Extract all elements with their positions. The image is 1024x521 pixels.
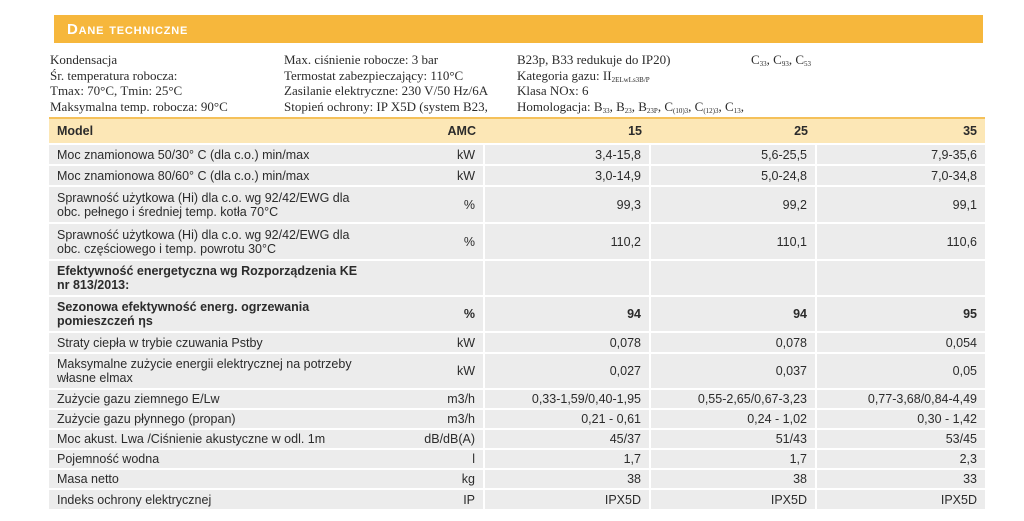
- row-unit: kW: [379, 165, 484, 186]
- value-35: 0,30 - 1,42: [816, 409, 985, 429]
- spec-column-3: [517, 52, 744, 114]
- col-header-unit: AMC: [379, 118, 484, 144]
- table-row: [49, 449, 985, 469]
- spec-line: Maksymalna temp. robocza: 90°C: [50, 98, 228, 114]
- value-35: 2,3: [816, 449, 985, 469]
- spec-line: Stopień ochrony: IP X5D (system B23,: [284, 98, 488, 114]
- value-15: 0,027: [484, 353, 650, 389]
- spec-column-4: [751, 52, 811, 68]
- spec-line: Zasilanie elektryczne: 230 V/50 Hz/6A: [284, 83, 489, 98]
- value-35: 0,05: [816, 353, 985, 389]
- row-label: Sprawność użytkowa (Hi) dla c.o. wg 92/42/EWG dla obc. częściowego i temp. powrotu 30°C: [49, 223, 379, 260]
- value-15: 94: [484, 296, 650, 332]
- spec-line: Max. ciśnienie robocze: 3 bar: [284, 52, 439, 67]
- spec-gas-category: Kategoria gazu: $II_{2ELwLs3B/P}$: [517, 67, 650, 84]
- value-15: 0,33-1,59/0,40-1,95: [484, 389, 650, 409]
- row-unit: l: [379, 449, 484, 469]
- row-label: Moc akust. Lwa /Ciśnienie akustyczne w odl. 1m: [49, 429, 379, 449]
- section-label: Efektywność energetyczna wg Rozporządzenia KE nr 813/2013:: [49, 260, 379, 296]
- row-unit: %: [379, 296, 484, 332]
- table-row: [49, 223, 985, 260]
- spec-line: Śr. temperatura robocza:: [50, 67, 178, 83]
- value-25: 0,55-2,65/0,67-3,23: [650, 389, 816, 409]
- row-label: Sezonowa efektywność energ. ogrzewania pomieszczeń ηs: [49, 296, 379, 332]
- value-25: [650, 260, 816, 296]
- value-25: 5,0-24,8: [650, 165, 816, 186]
- spec-line: B23p, B33 redukuje do IP20): [517, 52, 671, 67]
- value-35: 110,6: [816, 223, 985, 260]
- row-label: Moc znamionowa 80/60° C (dla c.o.) min/max: [49, 165, 379, 186]
- table-row: [49, 489, 985, 509]
- value-15: 99,3: [484, 186, 650, 223]
- technical-data-table: [49, 117, 985, 509]
- value-35: 7,9-35,6: [816, 144, 985, 165]
- value-15: 3,0-14,9: [484, 165, 650, 186]
- value-35: [816, 260, 985, 296]
- spec-line: Tmax: 70°C, Tmin: 25°C: [50, 83, 183, 98]
- value-15: [484, 260, 650, 296]
- value-15: 1,7: [484, 449, 650, 469]
- table-row: [49, 409, 985, 429]
- table-row: [49, 353, 985, 389]
- row-unit: %: [379, 223, 484, 260]
- row-label: Zużycie gazu ziemnego E/Lw: [49, 389, 379, 409]
- value-15: 0,21 - 0,61: [484, 409, 650, 429]
- row-unit: dB/dB(A): [379, 429, 484, 449]
- value-35: 99,1: [816, 186, 985, 223]
- value-35: 0,77-3,68/0,84-4,49: [816, 389, 985, 409]
- row-unit: [379, 260, 484, 296]
- row-unit: m3/h: [379, 409, 484, 429]
- section-header-banner: [54, 15, 983, 43]
- row-unit: kW: [379, 332, 484, 353]
- table-header-row: [49, 118, 985, 144]
- value-25: 5,6-25,5: [650, 144, 816, 165]
- value-15: 3,4-15,8: [484, 144, 650, 165]
- table-row: [49, 429, 985, 449]
- row-label: Zużycie gazu płynnego (propan): [49, 409, 379, 429]
- row-label: Straty ciepła w trybie czuwania Pstby: [49, 332, 379, 353]
- value-25: 94: [650, 296, 816, 332]
- value-25: 110,1: [650, 223, 816, 260]
- value-35: 33: [816, 469, 985, 489]
- spec-flue-types: $C_{33}$, $C_{93}$, $C_{53}$: [751, 52, 812, 68]
- section-title: Dane techniczne: [67, 21, 189, 38]
- row-unit: kg: [379, 469, 484, 489]
- value-35: IPX5D: [816, 489, 985, 509]
- table-section-row: [49, 260, 985, 296]
- value-25: 0,24 - 1,02: [650, 409, 816, 429]
- spec-line: Termostat zabezpieczający: 110°C: [284, 67, 464, 83]
- spec-line: Klasa NOx: 6: [517, 83, 589, 98]
- table-row: [49, 186, 985, 223]
- row-unit: m3/h: [379, 389, 484, 409]
- table-row: [49, 296, 985, 332]
- row-label: Masa netto: [49, 469, 379, 489]
- spec-column-1: [50, 52, 228, 114]
- row-unit: kW: [379, 353, 484, 389]
- value-35: 0,054: [816, 332, 985, 353]
- value-15: 38: [484, 469, 650, 489]
- row-label: Pojemność wodna: [49, 449, 379, 469]
- col-header-25: 25: [650, 118, 816, 144]
- value-35: 7,0-34,8: [816, 165, 985, 186]
- row-label: Moc znamionowa 50/30° C (dla c.o.) min/max: [49, 144, 379, 165]
- table-row: [49, 469, 985, 489]
- value-25: IPX5D: [650, 489, 816, 509]
- table-row: [49, 144, 985, 165]
- col-header-model: Model: [49, 118, 379, 144]
- value-25: 51/43: [650, 429, 816, 449]
- col-header-35: 35: [816, 118, 985, 144]
- table-row: [49, 165, 985, 186]
- value-25: 38: [650, 469, 816, 489]
- spec-homologation: Homologacja: $B_{33}$, $B_{23}$, $B_{23P}$, $C_{(10)3}$, $C_{(12)3}$, $C_{13}$,: [517, 98, 744, 115]
- row-label: Maksymalne zużycie energii elektrycznej na potrzeby własne elmax: [49, 353, 379, 389]
- value-25: 0,037: [650, 353, 816, 389]
- col-header-15: 15: [484, 118, 650, 144]
- row-unit: %: [379, 186, 484, 223]
- value-15: 45/37: [484, 429, 650, 449]
- value-15: IPX5D: [484, 489, 650, 509]
- value-25: 0,078: [650, 332, 816, 353]
- row-unit: kW: [379, 144, 484, 165]
- spec-column-2: [284, 52, 488, 114]
- row-label: Sprawność użytkowa (Hi) dla c.o. wg 92/42/EWG dla obc. pełnego i średniej temp. kotła 70°C: [49, 186, 379, 223]
- value-35: 53/45: [816, 429, 985, 449]
- value-25: 1,7: [650, 449, 816, 469]
- value-15: 0,078: [484, 332, 650, 353]
- value-25: 99,2: [650, 186, 816, 223]
- spec-line: Kondensacja: [50, 52, 118, 67]
- value-35: 95: [816, 296, 985, 332]
- row-label: Indeks ochrony elektrycznej: [49, 489, 379, 509]
- value-15: 110,2: [484, 223, 650, 260]
- row-unit: IP: [379, 489, 484, 509]
- table-row: [49, 389, 985, 409]
- table-row: [49, 332, 985, 353]
